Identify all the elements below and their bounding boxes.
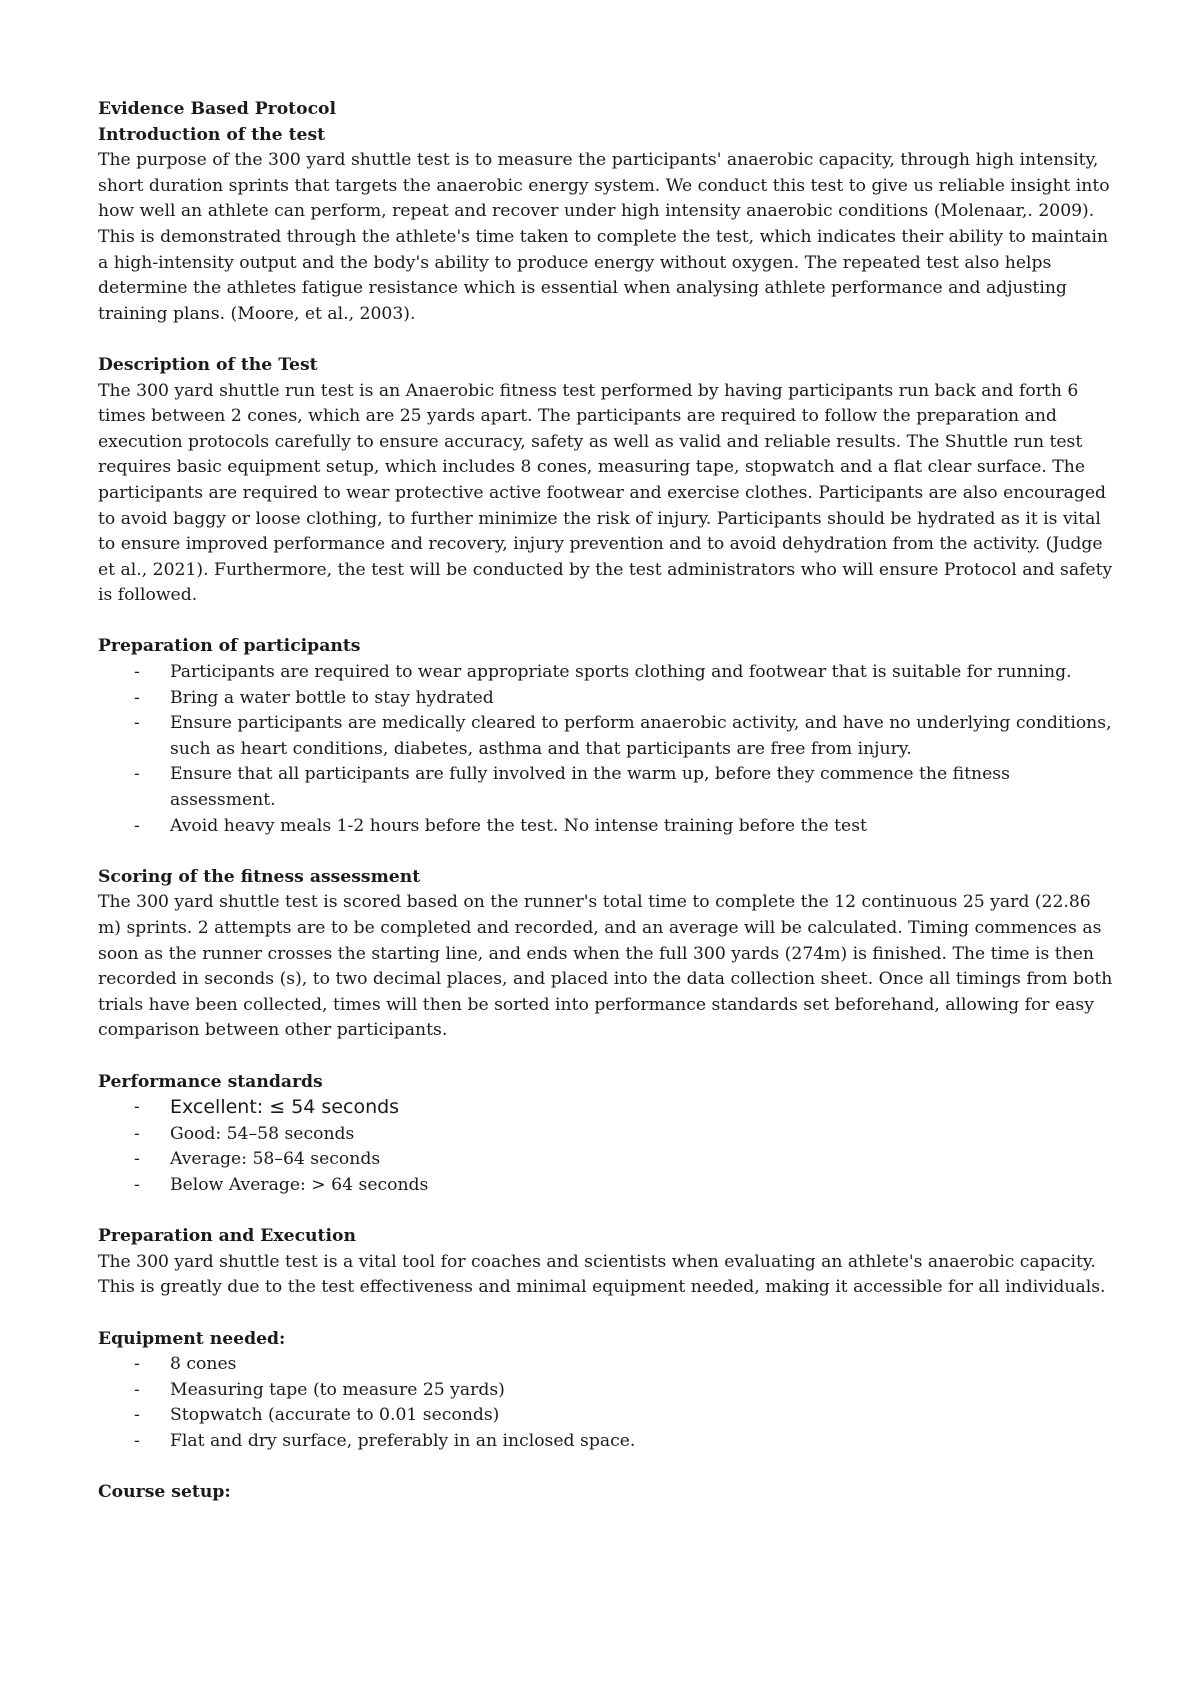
list-item-text: Excellent: ≤ 54 seconds bbox=[170, 1096, 400, 1119]
list-dash: - bbox=[134, 1354, 140, 1375]
list-item-text: Participants are required to wear appropriate sports clothing and footwear that is suitable for running. bbox=[170, 662, 1072, 683]
list-item-text: Measuring tape (to measure 25 yards) bbox=[170, 1379, 505, 1400]
description-section bbox=[98, 353, 1113, 609]
description-heading: Description of the Test bbox=[98, 354, 318, 375]
intro-heading: Introduction of the test bbox=[98, 124, 326, 145]
course-heading: Course setup: bbox=[98, 1482, 231, 1503]
scoring-paragraph: The 300 yard shuttle test is scored based on the runner's total time to complete the 12 continuous 25 yard (22.86 m) sprints. 2 attempts are to be completed and recorded, and an average will be calculated. Timing commences as soon as the runner crosses the starting line, and ends when the full 300 yards (274m) is finished. The time is then recorded in seconds (s), to two decimal places, and placed into the data collection sheet. Once all timings from both trials have been collected, times will then be sorted into performance standards set beforehand, allowing for easy comparison between other participants. bbox=[98, 892, 1113, 1041]
intro-section bbox=[98, 97, 1113, 327]
list-dash: - bbox=[134, 687, 140, 708]
preparation-list bbox=[98, 660, 1113, 839]
list-item bbox=[98, 1352, 1113, 1378]
document-title: Evidence Based Protocol bbox=[98, 99, 337, 119]
list-item bbox=[98, 660, 1113, 686]
list-item bbox=[98, 1122, 1113, 1148]
document-page bbox=[98, 97, 1113, 1531]
list-item-text: 8 cones bbox=[170, 1354, 237, 1375]
execution-section bbox=[98, 1224, 1113, 1301]
list-item-text: Flat and dry surface, preferably in an inclosed space. bbox=[170, 1430, 636, 1451]
list-item bbox=[98, 686, 1113, 712]
list-item bbox=[98, 1403, 1113, 1429]
list-item-text: Bring a water bottle to stay hydrated bbox=[170, 687, 494, 708]
standards-list bbox=[98, 1095, 1113, 1198]
list-item bbox=[98, 762, 1113, 813]
list-item-text: Below Average: > 64 seconds bbox=[170, 1174, 429, 1195]
execution-paragraph: The 300 yard shuttle test is a vital tool for coaches and scientists when evaluating an athlete's anaerobic capacity. This is greatly due to the test effectiveness and minimal equipment needed, making it accessible for all individuals. bbox=[98, 1251, 1106, 1298]
list-item-text: Ensure participants are medically cleared to perform anaerobic activity, and have no underlying conditions, such as heart conditions, diabetes, asthma and that participants are free from injury. bbox=[170, 713, 1112, 759]
course-section bbox=[98, 1480, 1113, 1506]
standards-section bbox=[98, 1070, 1113, 1199]
list-item bbox=[98, 1173, 1113, 1199]
list-item-text: Ensure that all participants are fully involved in the warm up, before they commence the fitness assessment. bbox=[170, 764, 1010, 811]
standards-heading: Performance standards bbox=[98, 1071, 323, 1092]
preparation-heading: Preparation of participants bbox=[98, 636, 361, 657]
list-item bbox=[98, 1378, 1113, 1404]
list-item bbox=[98, 1095, 1113, 1122]
scoring-heading: Scoring of the fitness assessment bbox=[98, 866, 421, 887]
list-dash: - bbox=[134, 1430, 140, 1451]
description-paragraph: The 300 yard shuttle run test is an Anaerobic fitness test performed by having participants run back and forth 6 times between 2 cones, which are 25 yards apart. The participants are required to follow the preparation and execution protocols carefully to ensure accuracy, safety as well as valid and reliable results. The Shuttle run test requires basic equipment setup, which includes 8 cones, measuring tape, stopwatch and a flat clear surface. The participants are required to wear protective active footwear and exercise clothes. Participants are also encouraged to avoid baggy or loose clothing, to further minimize the risk of injury. Participants should be hydrated as it is vital to ensure improved performance and recovery, injury prevention and to avoid dehydration from the activity. (Judge et al., 2021). Furthermore, the test will be conducted by the test administrators who will ensure Protocol and safety is followed. bbox=[98, 380, 1113, 606]
equipment-list bbox=[98, 1352, 1113, 1454]
list-dash: - bbox=[134, 1379, 140, 1400]
list-dash: - bbox=[134, 713, 140, 734]
list-dash: - bbox=[134, 662, 140, 683]
list-dash: - bbox=[134, 764, 140, 785]
equipment-heading: Equipment needed: bbox=[98, 1328, 286, 1349]
equipment-section bbox=[98, 1327, 1113, 1455]
list-item bbox=[98, 1147, 1113, 1173]
list-dash: - bbox=[134, 815, 140, 836]
list-item bbox=[98, 711, 1113, 762]
list-dash: - bbox=[134, 1097, 140, 1118]
list-item bbox=[98, 814, 1113, 840]
intro-paragraph: The purpose of the 300 yard shuttle test is to measure the participants' anaerobic capacity, through high intensity, short duration sprints that targets the anaerobic energy system. We conduct this test to give us reliable insight into how well an athlete can perform, repeat and recover under high intensity anaerobic conditions (Molenaar,. 2009). This is demonstrated through the athlete's time taken to complete the test, which indicates their ability to maintain a high-intensity output and the body's ability to produce energy without oxygen. The repeated test also helps determine the athletes fatigue resistance which is essential when analysing athlete performance and adjusting training plans. (Moore, et al., 2003). bbox=[98, 150, 1110, 324]
list-item-text: Avoid heavy meals 1-2 hours before the test. No intense training before the test bbox=[170, 815, 867, 836]
list-item bbox=[98, 1429, 1113, 1455]
list-dash: - bbox=[134, 1123, 140, 1144]
preparation-section bbox=[98, 634, 1113, 839]
list-item-text: Good: 54–58 seconds bbox=[170, 1123, 355, 1144]
list-dash: - bbox=[134, 1149, 140, 1170]
list-item-text: Stopwatch (accurate to 0.01 seconds) bbox=[170, 1405, 500, 1426]
execution-heading: Preparation and Execution bbox=[98, 1226, 356, 1247]
list-dash: - bbox=[134, 1405, 140, 1426]
list-dash: - bbox=[134, 1174, 140, 1195]
list-item-text: Average: 58–64 seconds bbox=[170, 1149, 381, 1170]
scoring-section bbox=[98, 865, 1113, 1044]
